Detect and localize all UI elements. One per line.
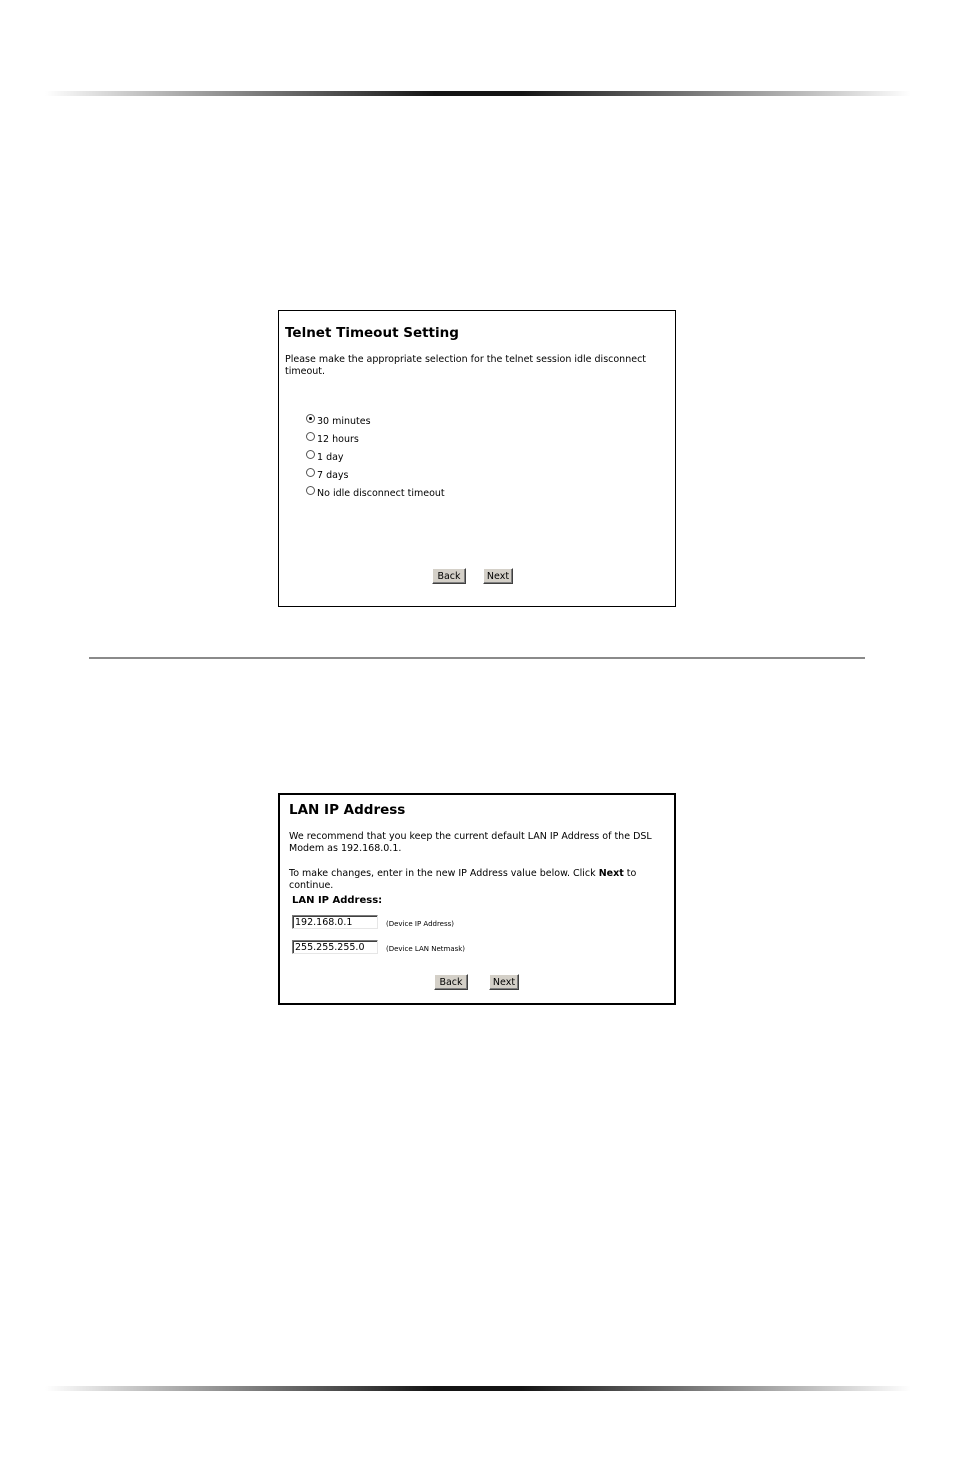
option-label: No idle disconnect timeout xyxy=(317,487,445,499)
device-ip-hint: (Device IP Address) xyxy=(386,920,455,928)
netmask-hint: (Device LAN Netmask) xyxy=(386,945,466,953)
radio-button[interactable] xyxy=(306,432,315,441)
top-page-rule xyxy=(45,91,911,96)
option-7-days[interactable] xyxy=(306,466,445,484)
option-1-day[interactable] xyxy=(306,448,445,466)
radio-button[interactable] xyxy=(306,450,315,459)
next-button[interactable]: Next xyxy=(483,568,513,584)
timeout-options xyxy=(306,412,445,502)
telnet-timeout-panel xyxy=(278,310,676,607)
netmask-input[interactable]: 255.255.255.0 xyxy=(292,940,378,954)
option-label: 1 day xyxy=(317,451,344,463)
radio-button[interactable] xyxy=(306,486,315,495)
option-30-minutes[interactable] xyxy=(306,412,445,430)
radio-button[interactable] xyxy=(306,468,315,477)
instruction-text xyxy=(289,868,669,892)
instruction-suffix: to continue. xyxy=(289,868,637,891)
section-divider xyxy=(89,657,865,659)
back-button[interactable]: Back xyxy=(432,568,466,584)
instruction-prefix: To make changes, enter in the new IP Address value below. Click xyxy=(289,868,599,879)
back-button[interactable]: Back xyxy=(434,974,468,990)
option-12-hours[interactable] xyxy=(306,430,445,448)
device-ip-input[interactable]: 192.168.0.1 xyxy=(292,915,378,929)
instruction-next-keyword: Next xyxy=(598,868,624,879)
panel-description: Please make the appropriate selection for the telnet session idle disconnect timeout. xyxy=(285,354,647,377)
next-button[interactable]: Next xyxy=(489,974,519,990)
lan-ip-field-label: LAN IP Address: xyxy=(292,895,383,906)
lan-ip-address-panel xyxy=(278,793,676,1005)
option-label: 30 minutes xyxy=(317,415,371,427)
option-label: 12 hours xyxy=(317,433,359,445)
radio-button[interactable] xyxy=(306,414,315,423)
option-no-timeout[interactable] xyxy=(306,484,445,502)
option-label: 7 days xyxy=(317,469,349,481)
panel-description: We recommend that you keep the current default LAN IP Address of the DSL Modem as 192.168.0.1. xyxy=(289,831,652,854)
panel-title: Telnet Timeout Setting xyxy=(285,325,459,341)
bottom-page-rule xyxy=(45,1386,911,1391)
panel-title: LAN IP Address xyxy=(289,802,406,818)
